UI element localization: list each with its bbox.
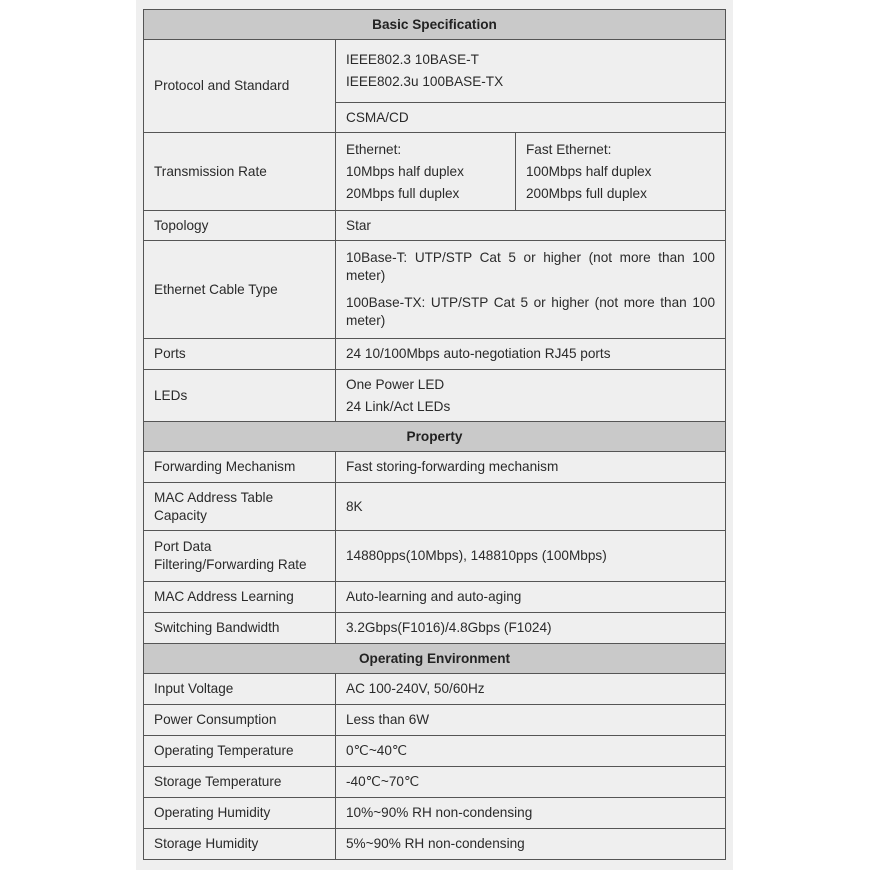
rate-line: Fast Ethernet: [526,141,612,157]
rate-line: 100Mbps half duplex [526,163,652,179]
value-mac-table: 8K [336,483,726,531]
value-mac-learning: Auto-learning and auto-aging [336,582,726,613]
label-ports: Ports [144,339,336,370]
label-operating-humidity: Operating Humidity [144,798,336,829]
value-filter-rate: 14880pps(10Mbps), 148810pps (100Mbps) [336,531,726,582]
label-forwarding: Forwarding Mechanism [144,452,336,483]
label-line: Filtering/Forwarding Rate [154,557,307,572]
rate-line: 200Mbps full duplex [526,185,647,201]
value-protocol-standards [336,40,726,103]
label-line: MAC Address Table [154,489,274,505]
label-filter-rate [144,531,336,582]
value-forwarding: Fast storing-forwarding mechanism [336,452,726,483]
value-input-voltage: AC 100-240V, 50/60Hz [336,674,726,705]
value-storage-humidity: 5%~90% RH non-condensing [336,829,726,860]
label-input-voltage: Input Voltage [144,674,336,705]
standard-line: IEEE802.3 10BASE-T [346,52,479,67]
value-protocol-access: CSMA/CD [336,103,726,133]
label-leds: LEDs [144,370,336,422]
standard-line: IEEE802.3u 100BASE-TX [346,74,504,89]
value-operating-temperature: 0℃~40℃ [336,736,726,767]
led-line: One Power LED [346,376,445,392]
specification-table [143,9,726,860]
value-ports: 24 10/100Mbps auto-negotiation RJ45 ports [336,339,726,370]
section-header-environment: Operating Environment [144,644,726,674]
rate-line: 10Mbps half duplex [346,163,464,179]
section-header-property: Property [144,422,726,452]
value-topology: Star [336,211,726,241]
cable-line: 100Base-TX: UTP/STP Cat 5 or higher (not more than 100 meter) [346,295,715,328]
value-leds [336,370,726,422]
value-cable-type [336,241,726,339]
section-header-basic: Basic Specification [144,10,726,40]
label-cable-type: Ethernet Cable Type [144,241,336,339]
value-storage-temperature: -40℃~70℃ [336,767,726,798]
label-line: Capacity [154,507,207,523]
label-storage-temperature: Storage Temperature [144,767,336,798]
rate-line: 20Mbps full duplex [346,185,460,201]
label-power-consumption: Power Consumption [144,705,336,736]
label-storage-humidity: Storage Humidity [144,829,336,860]
label-line: Port Data [154,539,212,554]
value-power-consumption: Less than 6W [336,705,726,736]
led-line: 24 Link/Act LEDs [346,398,451,414]
label-mac-table [144,483,336,531]
value-ethernet-rate [336,133,516,211]
label-transmission-rate: Transmission Rate [144,133,336,211]
label-operating-temperature: Operating Temperature [144,736,336,767]
label-protocol: Protocol and Standard [144,40,336,133]
value-bandwidth: 3.2Gbps(F1016)/4.8Gbps (F1024) [336,613,726,644]
value-operating-humidity: 10%~90% RH non-condensing [336,798,726,829]
label-topology: Topology [144,211,336,241]
value-fast-ethernet-rate [516,133,726,211]
rate-line: Ethernet: [346,141,402,157]
label-mac-learning: MAC Address Learning [144,582,336,613]
cable-line: 10Base-T: UTP/STP Cat 5 or higher (not more than 100 meter) [346,250,715,283]
label-bandwidth: Switching Bandwidth [144,613,336,644]
